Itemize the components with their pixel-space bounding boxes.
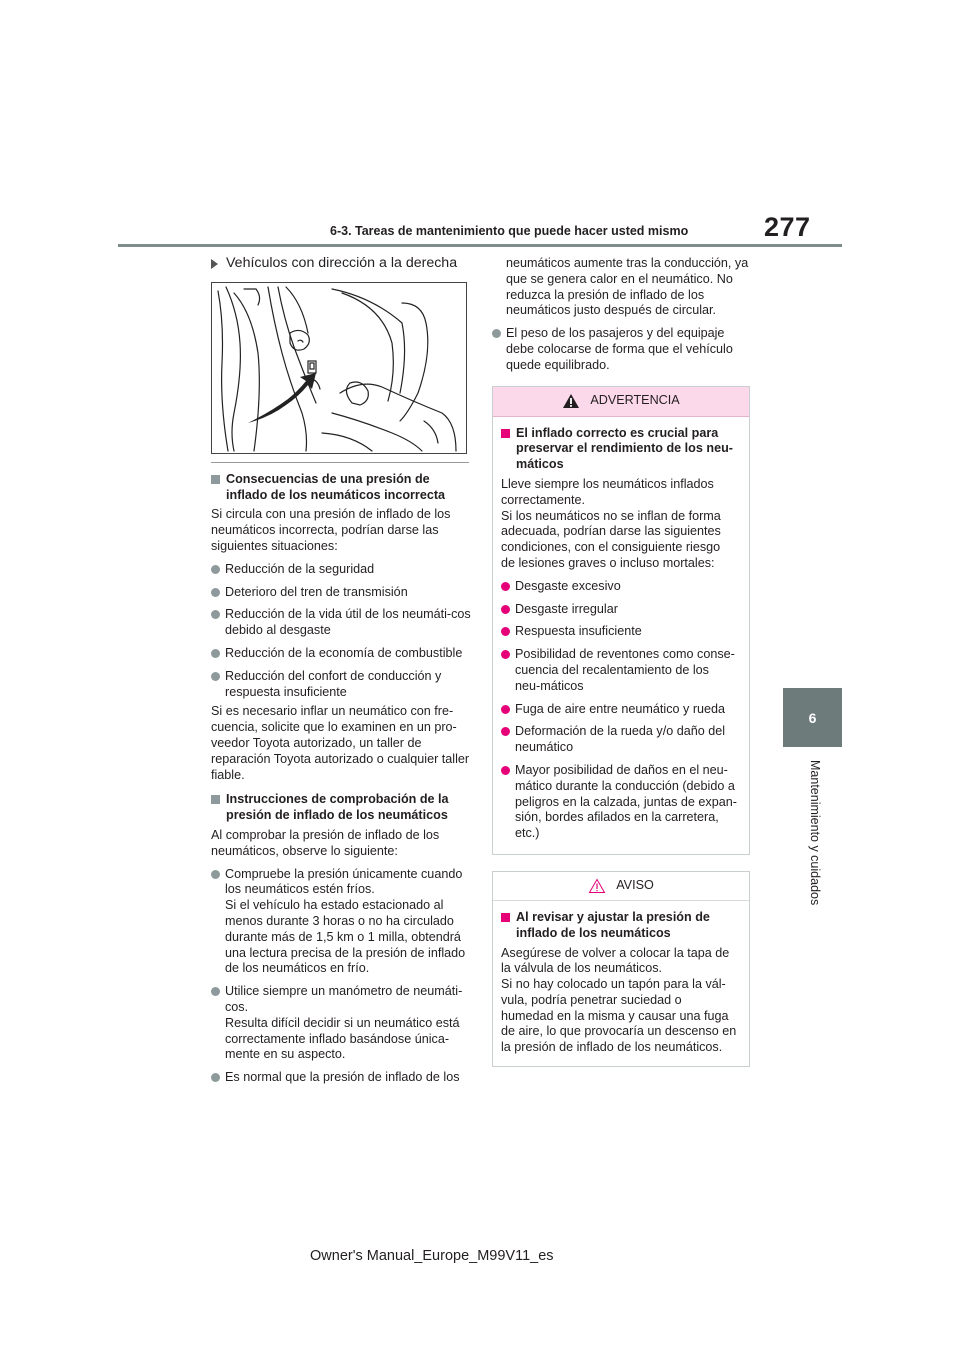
- chapter-number: 6: [808, 709, 817, 726]
- list-item: Posibilidad de reventones como conse-cuencia del recalentamiento de los neu-máticos: [501, 647, 737, 694]
- paragraph: Si es necesario inflar un neumático con fre-cuencia, solicite que lo examinen en un pro-veedor Toyota autorizado, un taller de reparación Toyota autorizado o cualquier taller fiable.: [211, 704, 470, 782]
- list-item: Deterioro del tren de transmisión: [211, 585, 471, 601]
- square-bullet-icon: [211, 475, 220, 484]
- warning-heading: El inflado correcto es crucial para preservar el rendimiento de los neu-máticos: [501, 426, 737, 473]
- bullet-icon: [501, 650, 510, 659]
- bullet-icon: [211, 610, 220, 619]
- section-header: 6-3. Tareas de mantenimiento que puede hacer usted mismo: [330, 224, 689, 238]
- bullet-icon: [501, 727, 510, 736]
- chapter-tab[interactable]: [783, 688, 842, 747]
- list-item: Reducción del confort de conducción y respuesta insuficiente: [211, 669, 471, 701]
- bullet-icon: [211, 987, 220, 996]
- page-number: 277: [764, 212, 811, 242]
- square-bullet-icon: [501, 913, 510, 922]
- caution-triangle-icon: [588, 878, 606, 894]
- paragraph: Si circula con una presión de inflado de los neumáticos incorrecta, podrían darse las siguientes situaciones:: [211, 507, 451, 553]
- notice-title: AVISO: [616, 878, 654, 892]
- bullet-icon: [211, 588, 220, 597]
- bullet-icon: [211, 870, 220, 879]
- bullet-icon: [211, 565, 220, 574]
- bullet-icon: [211, 672, 220, 681]
- list-item: Mayor posibilidad de daños en el neu-mático durante la conducción (debido a peligros en la calzada, juntas de expan-sión, bordes afilados en la carretera, etc.): [501, 763, 737, 842]
- list-item: Utilice siempre un manómetro de neumáti-cos. Resulta difícil decidir si un neumático está correctamente inflado basándose única-mente en su aspecto.: [211, 984, 471, 1063]
- bullet-icon: [501, 627, 510, 636]
- list-item: Reducción de la economía de combustible: [211, 646, 471, 662]
- warning-list: [501, 579, 737, 842]
- bullet-icon: [501, 582, 510, 591]
- warning-intro: Lleve siempre los neumáticos inflados correctamente. Si los neumáticos no se inflan de forma adecuada, podrían darse las siguientes condiciones, con el consiguiente riesgo de lesiones graves o incluso mortales:: [501, 476, 721, 570]
- square-bullet-icon: [501, 429, 510, 438]
- bullet-icon: [211, 1073, 220, 1082]
- bullet-icon: [501, 705, 510, 714]
- bullet-icon: [501, 605, 510, 614]
- warning-box: [492, 386, 750, 855]
- header-rule: [118, 244, 842, 247]
- figure-title-text: Vehículos con dirección a la derecha: [226, 255, 458, 271]
- continued-paragraph: neumáticos aumente tras la conducción, ya que se genera calor en el neumático. No reduzca la presión de inflado de los neumáticos justo después de circular.: [506, 256, 749, 318]
- list-item: Fuga de aire entre neumático y rueda: [501, 702, 737, 718]
- bullet-list: [211, 562, 471, 701]
- list-item: Desgaste excesivo: [501, 579, 737, 595]
- bullet-icon: [211, 649, 220, 658]
- list-item: Desgaste irregular: [501, 602, 737, 618]
- figure-title: [211, 256, 471, 272]
- notice-heading: Al revisar y ajustar la presión de inflado de los neumáticos: [501, 910, 737, 942]
- door-pillar-illustration: [211, 282, 467, 454]
- list-item: Respuesta insuficiente: [501, 624, 737, 640]
- triangle-marker-icon: [211, 259, 218, 269]
- section-heading: Consecuencias de una presión de inflado de los neumáticos incorrecta: [211, 472, 471, 504]
- section-heading: Instrucciones de comprobación de la presión de inflado de los neumáticos: [211, 792, 471, 824]
- notice-header: [493, 872, 749, 901]
- notice-text: Asegúrese de volver a colocar la tapa de la válvula de los neumáticos. Si no hay colocado un tapón para la vál-vula, podría penetrar suciedad o humedad en la misma y causar una fuga de aire, lo que provocaría un descenso en la presión de inflado de los neumáticos.: [501, 945, 737, 1055]
- list-item: Reducción de la seguridad: [211, 562, 471, 578]
- paragraph: Al comprobar la presión de inflado de los neumáticos, observe lo siguiente:: [211, 827, 440, 858]
- footer-text: Owner's Manual_Europe_M99V11_es: [310, 1248, 554, 1264]
- list-item: Compruebe la presión únicamente cuando los neumáticos estén fríos. Si el vehículo ha estado estacionado al menos durante 3 horas o no ha circulado durante más de 1,5 km o 1 milla, obtendrá una lectura precisa de la presión de inflado de los neumáticos en frío.: [211, 867, 471, 978]
- list-item: El peso de los pasajeros y del equipaje debe colocarse de forma que el vehículo quede equilibrado.: [492, 326, 750, 373]
- right-column: [492, 254, 750, 1067]
- bullet-list: [492, 326, 750, 373]
- warning-triangle-icon: [562, 393, 580, 409]
- warning-header: [493, 387, 749, 417]
- square-bullet-icon: [211, 795, 220, 804]
- list-item: Reducción de la vida útil de los neumáti-cos debido al desgaste: [211, 607, 471, 639]
- left-column: [211, 254, 471, 1086]
- bullet-list: [211, 867, 471, 1086]
- chapter-label: Mantenimiento y cuidados: [808, 760, 822, 906]
- bullet-icon: [501, 766, 510, 775]
- tire-label-location-figure: [212, 283, 466, 453]
- figure-rule: [211, 462, 469, 463]
- warning-title: ADVERTENCIA: [590, 393, 680, 408]
- list-item: Es normal que la presión de inflado de los: [211, 1070, 471, 1086]
- bullet-icon: [492, 329, 501, 338]
- list-item: Deformación de la rueda y/o daño del neumático: [501, 724, 737, 756]
- notice-box: [492, 871, 750, 1067]
